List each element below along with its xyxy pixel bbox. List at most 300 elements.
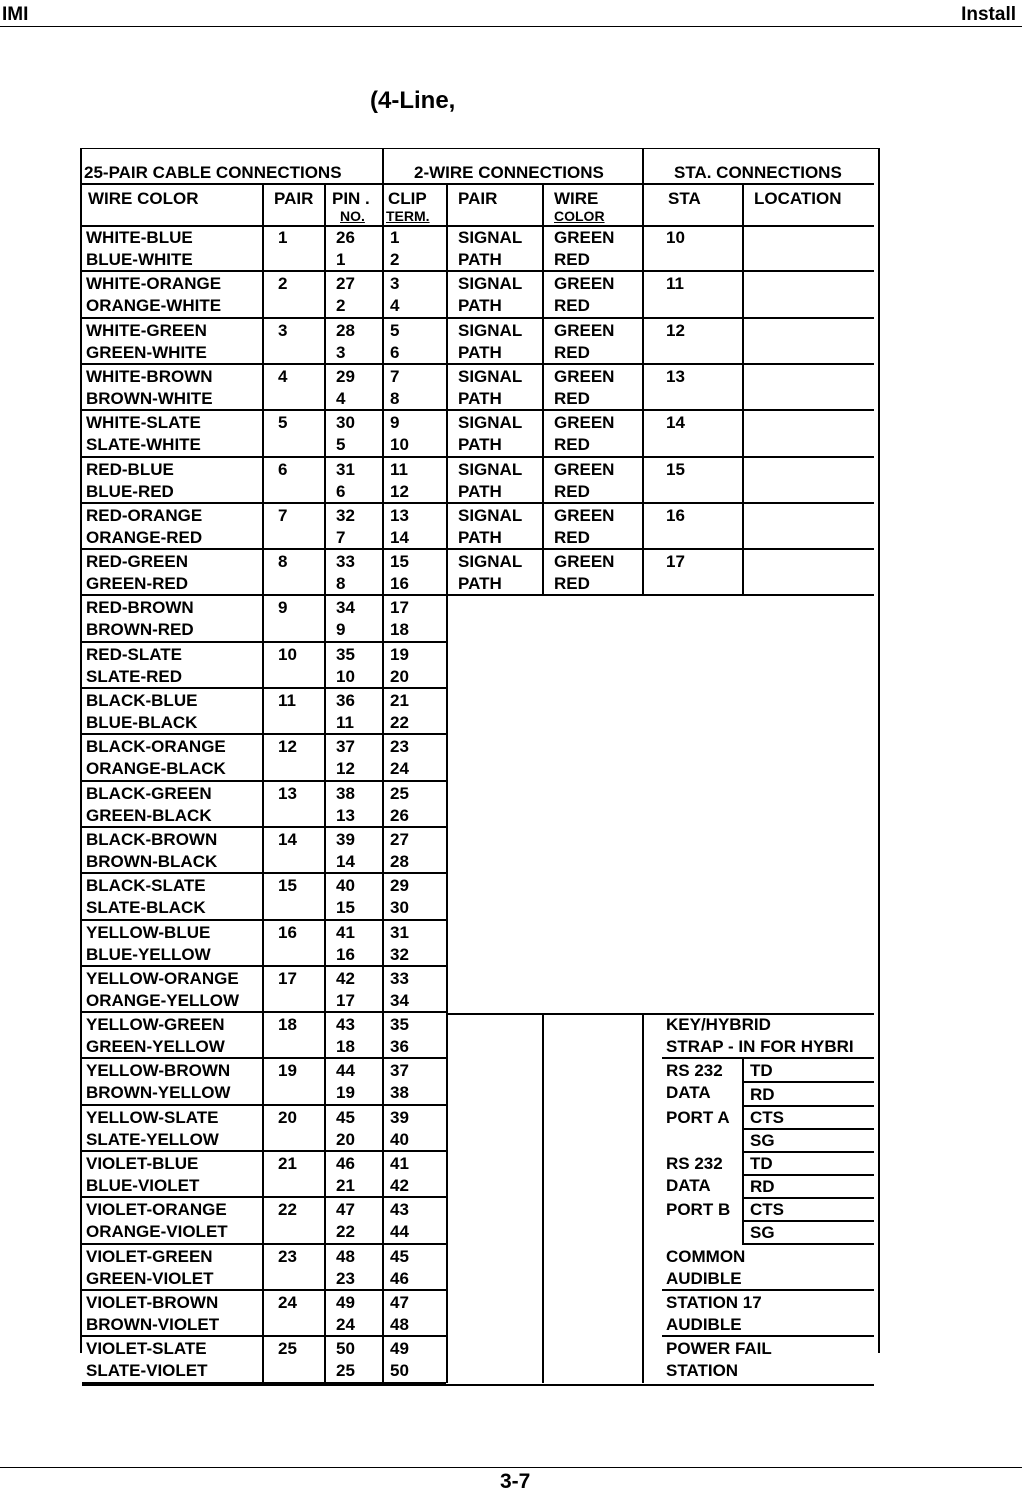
pair-number: 24 — [278, 1292, 297, 1312]
header-divider — [82, 183, 874, 185]
clip-term-tip: 49 — [390, 1339, 409, 1359]
audible-2-underline — [662, 1335, 874, 1337]
row-divider — [82, 965, 446, 967]
footer-rule — [0, 1467, 1022, 1468]
wire-color-tip: BLACK-GREEN — [86, 783, 212, 803]
cable-connection-table — [80, 148, 880, 1381]
clip-term-ring: 12 — [390, 481, 409, 501]
clip-term-ring: 2 — [390, 250, 400, 269]
clip-term-tip: 39 — [390, 1107, 409, 1127]
clip-term-ring: 14 — [390, 527, 409, 547]
wire-color-tip: WHITE-ORANGE — [86, 274, 222, 294]
clip-term-ring: 24 — [390, 759, 409, 779]
col-header-wire-sub: COLOR — [554, 208, 605, 224]
pin-number-tip: 40 — [336, 876, 355, 896]
wire-color-ring: BLUE-BLACK — [86, 713, 198, 732]
clip-term-tip: 11 — [390, 459, 408, 479]
clip-term-tip: 21 — [390, 691, 409, 710]
clip-term-tip: 15 — [390, 552, 409, 572]
wire-color-green: GREEN — [554, 320, 615, 340]
wire-color-ring: ORANGE-RED — [86, 527, 203, 547]
port-signal-cts: CTS — [750, 1200, 784, 1220]
pair-number: 10 — [278, 644, 297, 664]
header-left-text: IMI — [2, 4, 29, 25]
wire-color-red: RED — [554, 481, 590, 501]
path-label: PATH — [458, 574, 502, 594]
pin-number-ring: 12 — [336, 759, 355, 779]
port-signal-sg: SG — [750, 1223, 775, 1243]
signal-underline — [742, 1151, 874, 1153]
clip-term-tip: 43 — [390, 1200, 409, 1220]
wire-color-green: GREEN — [554, 552, 615, 572]
wire-color-ring: GREEN-BLACK — [86, 805, 212, 825]
wire-color-tip: WHITE-SLATE — [86, 413, 201, 433]
wire-color-tip: VIOLET-SLATE — [86, 1339, 207, 1359]
pin-number-ring: 21 — [336, 1176, 355, 1195]
clip-term-ring: 10 — [390, 435, 409, 455]
col-header-pair: PAIR — [274, 189, 314, 208]
wire-color-ring: ORANGE-VIOLET — [86, 1222, 228, 1242]
clip-term-tip: 33 — [390, 968, 409, 988]
clip-term-ring: 8 — [390, 388, 400, 408]
wire-color-tip: VIOLET-BLUE — [86, 1154, 199, 1173]
signal-underline — [742, 1243, 874, 1245]
clip-term-tip: 19 — [390, 644, 409, 664]
clip-term-ring: 34 — [390, 990, 409, 1010]
clip-term-tip: 47 — [390, 1292, 409, 1312]
wire-color-red: RED — [554, 388, 590, 408]
port-signal-td: TD — [750, 1061, 773, 1081]
row-divider — [82, 1104, 446, 1106]
pair-number: 23 — [278, 1246, 297, 1266]
section-header-cable: 25-PAIR CABLE CONNECTIONS — [84, 163, 342, 182]
wire-color-ring: BROWN-VIOLET — [86, 1314, 220, 1334]
wire-color-tip: BLACK-ORANGE — [86, 737, 226, 757]
clip-term-tip: 41 — [390, 1154, 409, 1173]
pair-number: 19 — [278, 1061, 297, 1081]
pin-number-ring: 23 — [336, 1268, 355, 1288]
path-label: PATH — [458, 342, 502, 362]
path-label: PATH — [458, 250, 502, 269]
pair-number: 17 — [278, 968, 297, 988]
clip-term-ring: 44 — [390, 1222, 409, 1242]
pair-number: 5 — [278, 413, 288, 433]
pin-number-tip: 49 — [336, 1292, 355, 1312]
rs232-a-label: RS 232 — [666, 1061, 723, 1081]
wire-color-tip: VIOLET-GREEN — [86, 1246, 213, 1266]
pin-number-ring: 18 — [336, 1037, 355, 1057]
pair-number: 14 — [278, 829, 297, 849]
signal-divider — [742, 1059, 744, 1152]
wire-color-ring: BROWN-WHITE — [86, 388, 213, 408]
row-divider — [82, 1011, 446, 1013]
station-number: 16 — [666, 505, 685, 525]
row-divider — [82, 1243, 446, 1245]
pair-number: 4 — [278, 366, 288, 386]
wire-color-tip: YELLOW-BROWN — [86, 1061, 231, 1081]
pair-number: 22 — [278, 1200, 297, 1220]
pair-number: 12 — [278, 737, 297, 757]
col-header-pin-sub: NO. — [340, 208, 365, 224]
row-divider — [82, 1150, 446, 1152]
pin-number-tip: 34 — [336, 598, 355, 618]
wire-color-green: GREEN — [554, 366, 615, 386]
wire-color-tip: RED-GREEN — [86, 552, 189, 572]
clip-term-tip: 1 — [390, 228, 400, 247]
section-header-station: STA. CONNECTIONS — [674, 163, 842, 182]
grid-col-line — [446, 183, 448, 596]
wire-color-ring: GREEN-VIOLET — [86, 1268, 214, 1288]
wire-color-tip: WHITE-BLUE — [86, 228, 193, 247]
pin-number-ring: 17 — [336, 990, 355, 1010]
grid-col-line — [324, 596, 326, 1383]
page-number: 3-7 — [500, 1470, 531, 1493]
wire-color-tip: WHITE-BROWN — [86, 366, 213, 386]
port-b-label: PORT B — [666, 1200, 731, 1220]
pin-number-ring: 11 — [336, 713, 354, 732]
wire-color-green: GREEN — [554, 228, 615, 247]
pin-number-tip: 44 — [336, 1061, 355, 1081]
port-signal-sg: SG — [750, 1130, 775, 1150]
signal-divider — [742, 1152, 744, 1245]
clip-term-tip: 23 — [390, 737, 409, 757]
clip-term-tip: 7 — [390, 366, 400, 386]
path-label: PATH — [458, 481, 502, 501]
wire-color-ring: ORANGE-WHITE — [86, 296, 222, 316]
port-signal-rd: RD — [750, 1084, 775, 1104]
grid-col-line — [382, 149, 384, 596]
clip-term-tip: 45 — [390, 1246, 409, 1266]
pin-number-ring: 13 — [336, 805, 355, 825]
audible-2-label: AUDIBLE — [666, 1314, 742, 1334]
wire-color-tip: BLACK-SLATE — [86, 876, 206, 896]
row-divider — [82, 1196, 446, 1198]
clip-term-tip: 31 — [390, 922, 409, 942]
pin-number-ring: 1 — [336, 250, 346, 269]
clip-term-tip: 25 — [390, 783, 409, 803]
pin-number-tip: 35 — [336, 644, 355, 664]
grid-col-line — [542, 1013, 544, 1383]
pin-number-tip: 28 — [336, 320, 355, 340]
grid-col-line — [382, 596, 384, 1383]
pair-number: 15 — [278, 876, 297, 896]
wire-color-ring: BLUE-VIOLET — [86, 1176, 200, 1195]
grid-col-line — [262, 596, 264, 1383]
signal-label: SIGNAL — [458, 413, 523, 433]
grid-col-line — [446, 596, 448, 1383]
wire-color-ring: BROWN-BLACK — [86, 851, 218, 871]
pair-number: 11 — [278, 691, 296, 710]
row-divider — [82, 1335, 446, 1337]
row-divider — [82, 363, 874, 365]
clip-term-ring: 50 — [390, 1361, 409, 1381]
wire-color-tip: WHITE-GREEN — [86, 320, 207, 340]
pair-number: 8 — [278, 552, 288, 572]
grid-col-line — [642, 149, 644, 596]
row-divider — [82, 872, 446, 874]
pin-number-tip: 30 — [336, 413, 355, 433]
wire-color-ring: BROWN-YELLOW — [86, 1083, 231, 1103]
wire-color-red: RED — [554, 250, 590, 269]
col-header-sta: STA — [668, 189, 701, 208]
signal-underline — [742, 1174, 874, 1176]
col-header-pin: PIN . — [332, 189, 370, 208]
pair-number: 9 — [278, 598, 288, 618]
wire-color-tip: VIOLET-ORANGE — [86, 1200, 227, 1220]
clip-term-tip: 13 — [390, 505, 409, 525]
data-b-label: DATA — [666, 1176, 711, 1195]
strap-label: STRAP - IN FOR HYBRI — [666, 1037, 854, 1057]
station-number: 12 — [666, 320, 685, 340]
pair-number: 18 — [278, 1015, 297, 1035]
wire-color-tip: BLACK-BROWN — [86, 829, 218, 849]
col-header-pair2: PAIR — [458, 189, 498, 208]
clip-term-tip: 9 — [390, 413, 400, 433]
signal-underline — [742, 1197, 874, 1199]
row-divider — [82, 548, 874, 550]
row-divider — [82, 1289, 446, 1291]
signal-label: SIGNAL — [458, 366, 523, 386]
path-label: PATH — [458, 388, 502, 408]
pair-number: 1 — [278, 228, 288, 247]
col-header-wire: WIRE — [554, 189, 599, 208]
pin-number-ring: 10 — [336, 666, 355, 686]
signal-label: SIGNAL — [458, 274, 523, 294]
grid-col-line — [642, 1013, 644, 1383]
section-header-two-wire: 2-WIRE CONNECTIONS — [414, 163, 604, 182]
clip-term-ring: 48 — [390, 1314, 409, 1334]
signal-label: SIGNAL — [458, 320, 523, 340]
pair-number: 2 — [278, 274, 288, 294]
pin-number-tip: 47 — [336, 1200, 355, 1220]
header-rule — [0, 26, 1022, 27]
wire-color-ring: GREEN-RED — [86, 574, 189, 594]
pair-number: 7 — [278, 505, 288, 525]
pin-number-ring: 14 — [336, 851, 355, 871]
pin-number-ring: 24 — [336, 1314, 355, 1334]
station-number: 13 — [666, 366, 685, 386]
wire-color-ring: SLATE-WHITE — [86, 435, 201, 455]
clip-term-ring: 6 — [390, 342, 400, 362]
col-header-clip-sub: TERM. — [386, 208, 430, 224]
clip-term-tip: 35 — [390, 1015, 409, 1035]
clip-term-ring: 42 — [390, 1176, 409, 1195]
port-signal-rd: RD — [750, 1177, 775, 1197]
station-number: 15 — [666, 459, 685, 479]
wire-color-tip: RED-BLUE — [86, 459, 174, 479]
pin-number-ring: 5 — [336, 435, 346, 455]
data-a-label: DATA — [666, 1083, 711, 1103]
clip-term-tip: 17 — [390, 598, 409, 618]
pin-number-tip: 36 — [336, 691, 355, 710]
row-divider — [82, 456, 874, 458]
pin-number-ring: 25 — [336, 1361, 355, 1381]
strap-underline — [662, 1057, 874, 1059]
wire-color-ring: ORANGE-YELLOW — [86, 990, 239, 1010]
wire-color-red: RED — [554, 527, 590, 547]
wire-color-red: RED — [554, 296, 590, 316]
wire-color-tip: VIOLET-BROWN — [86, 1292, 219, 1312]
pin-number-ring: 2 — [336, 296, 346, 316]
pin-number-tip: 43 — [336, 1015, 355, 1035]
path-label: PATH — [458, 435, 502, 455]
col-header-clip: CLIP — [388, 189, 427, 208]
lower-block-top-line — [446, 1013, 874, 1015]
wire-color-tip: YELLOW-BLUE — [86, 922, 211, 942]
clip-term-ring: 40 — [390, 1129, 409, 1149]
station-number: 11 — [666, 274, 684, 294]
power-fail-label: POWER FAIL — [666, 1339, 772, 1359]
pair-number: 20 — [278, 1107, 297, 1127]
station-label: STATION — [666, 1361, 739, 1381]
row-divider — [82, 317, 874, 319]
row-divider — [82, 594, 874, 596]
common-label: COMMON — [666, 1246, 746, 1266]
pin-number-ring: 8 — [336, 574, 346, 594]
grid-col-line — [742, 183, 744, 596]
row-divider — [82, 270, 874, 272]
pin-number-tip: 31 — [336, 459, 355, 479]
pin-number-tip: 29 — [336, 366, 355, 386]
table-bottom-line — [82, 1384, 874, 1386]
grid-col-line — [324, 183, 326, 596]
signal-underline — [742, 1105, 874, 1107]
signal-label: SIGNAL — [458, 459, 523, 479]
wire-color-ring: SLATE-BLACK — [86, 898, 206, 918]
col-header-wire-color: WIRE COLOR — [88, 189, 199, 208]
pin-number-tip: 32 — [336, 505, 355, 525]
grid-col-line — [542, 183, 544, 596]
pair-number: 16 — [278, 922, 297, 942]
wire-color-ring: BROWN-RED — [86, 620, 194, 640]
grid-col-line — [262, 183, 264, 596]
wire-color-ring: SLATE-RED — [86, 666, 183, 686]
clip-term-ring: 36 — [390, 1037, 409, 1057]
pair-number: 25 — [278, 1339, 297, 1359]
wire-color-ring: BLUE-RED — [86, 481, 174, 501]
page-subtitle: (4-Line, — [370, 87, 456, 114]
col-header-location: LOCATION — [754, 189, 842, 208]
wire-color-ring: ORANGE-BLACK — [86, 759, 226, 779]
pin-number-ring: 22 — [336, 1222, 355, 1242]
pin-number-tip: 26 — [336, 228, 355, 247]
row-divider — [82, 1382, 446, 1384]
wire-color-ring: SLATE-YELLOW — [86, 1129, 219, 1149]
header-right-text: Install — [961, 4, 1016, 25]
wire-color-tip: YELLOW-SLATE — [86, 1107, 219, 1127]
wire-color-green: GREEN — [554, 274, 615, 294]
wire-color-ring: GREEN-YELLOW — [86, 1037, 225, 1057]
clip-term-ring: 30 — [390, 898, 409, 918]
pin-number-tip: 33 — [336, 552, 355, 572]
clip-term-ring: 32 — [390, 944, 409, 964]
pin-number-tip: 50 — [336, 1339, 355, 1359]
signal-underline — [742, 1128, 874, 1130]
header-bottom-line — [82, 225, 874, 227]
station17-label: STATION 17 — [666, 1292, 762, 1312]
station-number: 14 — [666, 413, 685, 433]
signal-label: SIGNAL — [458, 552, 523, 572]
wire-color-tip: RED-ORANGE — [86, 505, 203, 525]
key-hybrid-label: KEY/HYBRID — [666, 1015, 771, 1035]
wire-color-green: GREEN — [554, 413, 615, 433]
wire-color-tip: RED-BROWN — [86, 598, 194, 618]
pin-number-tip: 27 — [336, 274, 355, 294]
pin-number-ring: 20 — [336, 1129, 355, 1149]
pin-number-ring: 4 — [336, 388, 346, 408]
wire-color-tip: BLACK-BLUE — [86, 691, 198, 710]
pin-number-ring: 7 — [336, 527, 346, 547]
row-divider — [82, 1057, 446, 1059]
clip-term-tip: 37 — [390, 1061, 409, 1081]
signal-label: SIGNAL — [458, 228, 523, 247]
pair-number: 13 — [278, 783, 297, 803]
wire-color-ring: BLUE-YELLOW — [86, 944, 211, 964]
row-divider — [82, 687, 446, 689]
pin-number-tip: 37 — [336, 737, 355, 757]
pin-number-ring: 3 — [336, 342, 346, 362]
station-number: 17 — [666, 552, 685, 572]
wire-color-red: RED — [554, 574, 590, 594]
clip-term-ring: 18 — [390, 620, 409, 640]
clip-term-ring: 28 — [390, 851, 409, 871]
signal-underline — [742, 1220, 874, 1222]
clip-term-ring: 26 — [390, 805, 409, 825]
wire-color-tip: RED-SLATE — [86, 644, 183, 664]
row-divider — [82, 780, 446, 782]
pin-number-ring: 9 — [336, 620, 346, 640]
audible-1-label: AUDIBLE — [666, 1268, 742, 1288]
pin-number-tip: 48 — [336, 1246, 355, 1266]
clip-term-ring: 4 — [390, 296, 400, 316]
wire-color-ring: GREEN-WHITE — [86, 342, 207, 362]
row-divider — [82, 733, 446, 735]
row-divider — [82, 502, 874, 504]
row-divider — [82, 826, 446, 828]
signal-underline — [742, 1081, 874, 1083]
port-a-label: PORT A — [666, 1107, 730, 1127]
path-label: PATH — [458, 527, 502, 547]
clip-term-ring: 20 — [390, 666, 409, 686]
clip-term-ring: 16 — [390, 574, 409, 594]
pin-number-ring: 6 — [336, 481, 346, 501]
clip-term-tip: 27 — [390, 829, 409, 849]
pin-number-ring: 16 — [336, 944, 355, 964]
pin-number-tip: 46 — [336, 1154, 355, 1173]
pin-number-tip: 41 — [336, 922, 355, 942]
clip-term-tip: 29 — [390, 876, 409, 896]
wire-color-green: GREEN — [554, 505, 615, 525]
clip-term-ring: 22 — [390, 713, 409, 732]
pin-number-tip: 45 — [336, 1107, 355, 1127]
row-divider — [82, 409, 874, 411]
row-divider — [82, 641, 446, 643]
pin-number-tip: 42 — [336, 968, 355, 988]
clip-term-ring: 46 — [390, 1268, 409, 1288]
clip-term-tip: 3 — [390, 274, 400, 294]
clip-term-ring: 38 — [390, 1083, 409, 1103]
pin-number-tip: 38 — [336, 783, 355, 803]
audible-1-underline — [662, 1289, 874, 1291]
path-label: PATH — [458, 296, 502, 316]
wire-color-tip: YELLOW-ORANGE — [86, 968, 239, 988]
rs232-b-label: RS 232 — [666, 1154, 723, 1173]
clip-term-tip: 5 — [390, 320, 400, 340]
row-divider — [82, 919, 446, 921]
pin-number-ring: 15 — [336, 898, 355, 918]
port-signal-td: TD — [750, 1154, 773, 1173]
pair-number: 3 — [278, 320, 288, 340]
